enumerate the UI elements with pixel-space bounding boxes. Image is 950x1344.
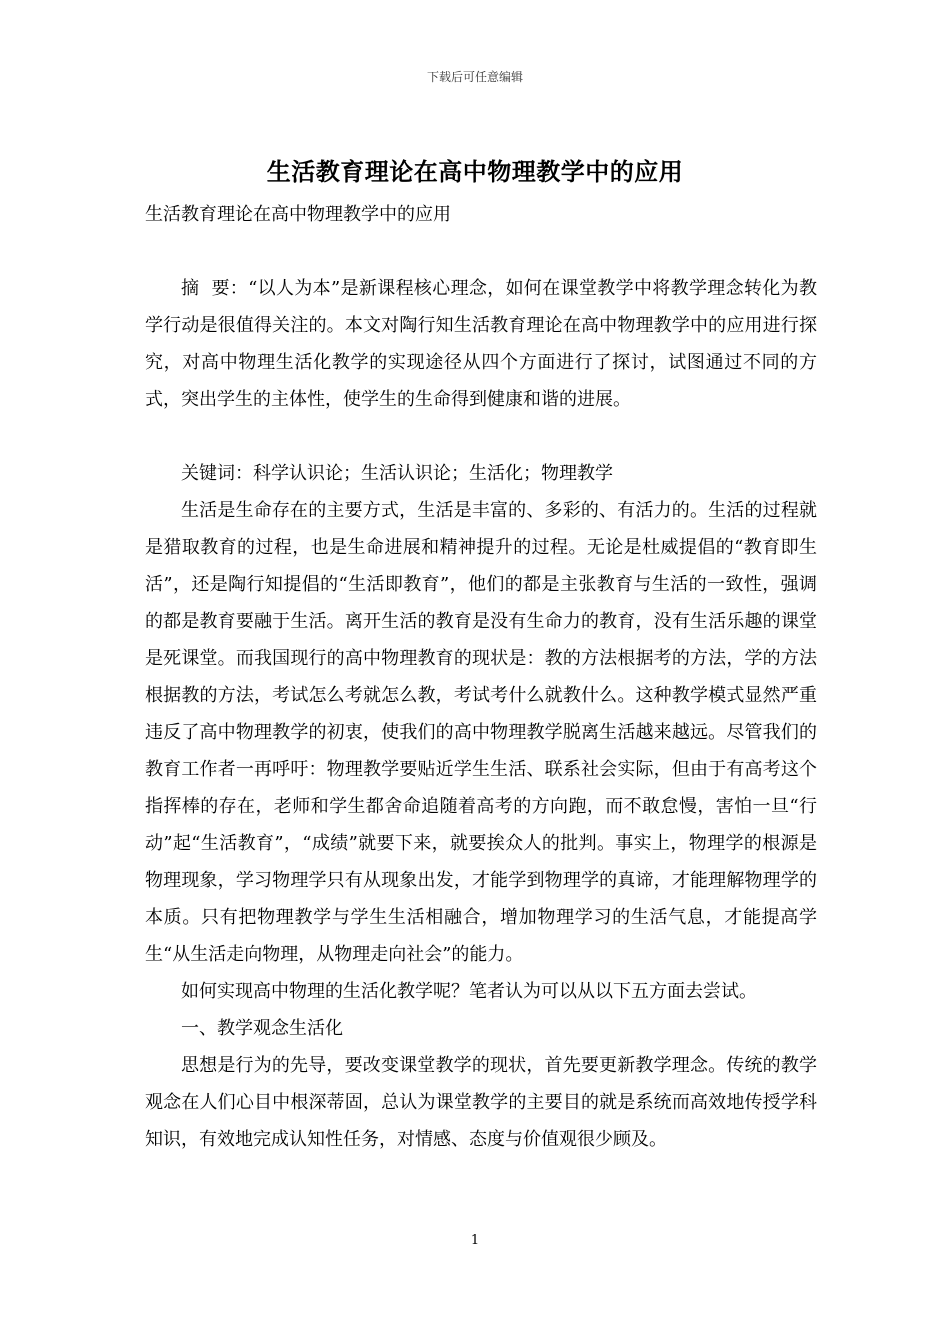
body-paragraph: 生活是生命存在的主要方式，生活是丰富的、多彩的、有活力的。生活的过程就是猎取教育的过程，也是生命进展和精神提升的过程。无论是杜威提倡的“教育即生活”，还是陶行知提倡的“生活即教育”，他们的都是主张教育与生活的一致性，强调的都是教育要融于生活。离开生活的教育是没有生命力的教育，没有生活乐趣的课堂是死课堂。而我国现行的高中物理教育的现状是：教的方法根据考的方法，学的方法根据教的方法，考试怎么考就怎么教，考试考什么就教什么。这种教学模式显然严重违反了高中物理教学的初衷，使我们的高中物理教学脱离生活越来越远。尽管我们的教育工作者一再呼吁：物理教学要贴近学生生活、联系社会实际，但由于有高考这个指挥棒的存在，老师和学生都舍命追随着高考的方向跑，而不敢怠慢，害怕一旦“行动”起“生活教育”，“成绩”就要下来，就要挨众人的批判。事实上，物理学的根源是物理现象，学习物理学只有从现象出发，才能学到物理学的真谛，才能理解物理学的本质。只有把物理教学与学生生活相融合，增加物理学习的生活气息，才能提高学生“从生活走向物理，从物理走向社会”的能力。	[145, 500, 817, 965]
abstract-section	[145, 270, 817, 418]
document-title: 生活教育理论在高中物理教学中的应用	[266, 157, 684, 186]
keywords-line: 关键词：科学认识论；生活认识论；生活化；物理教学	[181, 463, 613, 484]
page-number: 1	[470, 1233, 480, 1248]
page-header: 下载后可任意编辑	[426, 70, 523, 84]
main-body	[145, 455, 817, 1158]
document-subtitle	[145, 196, 817, 233]
body-paragraph: 思想是行为的先导，要改变课堂教学的现状，首先要更新教学理念。传统的教学观念在人们心目中根深蒂固，总认为课堂教学的主要目的就是系统而高效地传授学科知识，有效地完成认知性任务，对情感、态度与价值观很少顾及。	[145, 1055, 817, 1150]
subtitle-text: 生活教育理论在高中物理教学中的应用	[145, 204, 451, 225]
abstract-paragraph: 摘 要：“以人为本”是新课程核心理念，如何在课堂教学中将教学理念转化为教学行动是很值得关注的。本文对陶行知生活教育理论在高中物理教学中的应用进行探究，对高中物理生活化教学的实现途径从四个方面进行了探讨，试图通过不同的方式，突出学生的主体性，使学生的生命得到健康和谐的进展。	[145, 278, 817, 410]
section-heading: 一、教学观念生活化	[181, 1018, 343, 1039]
body-paragraph: 如何实现高中物理的生活化教学呢？笔者认为可以从以下五方面去尝试。	[181, 981, 757, 1002]
